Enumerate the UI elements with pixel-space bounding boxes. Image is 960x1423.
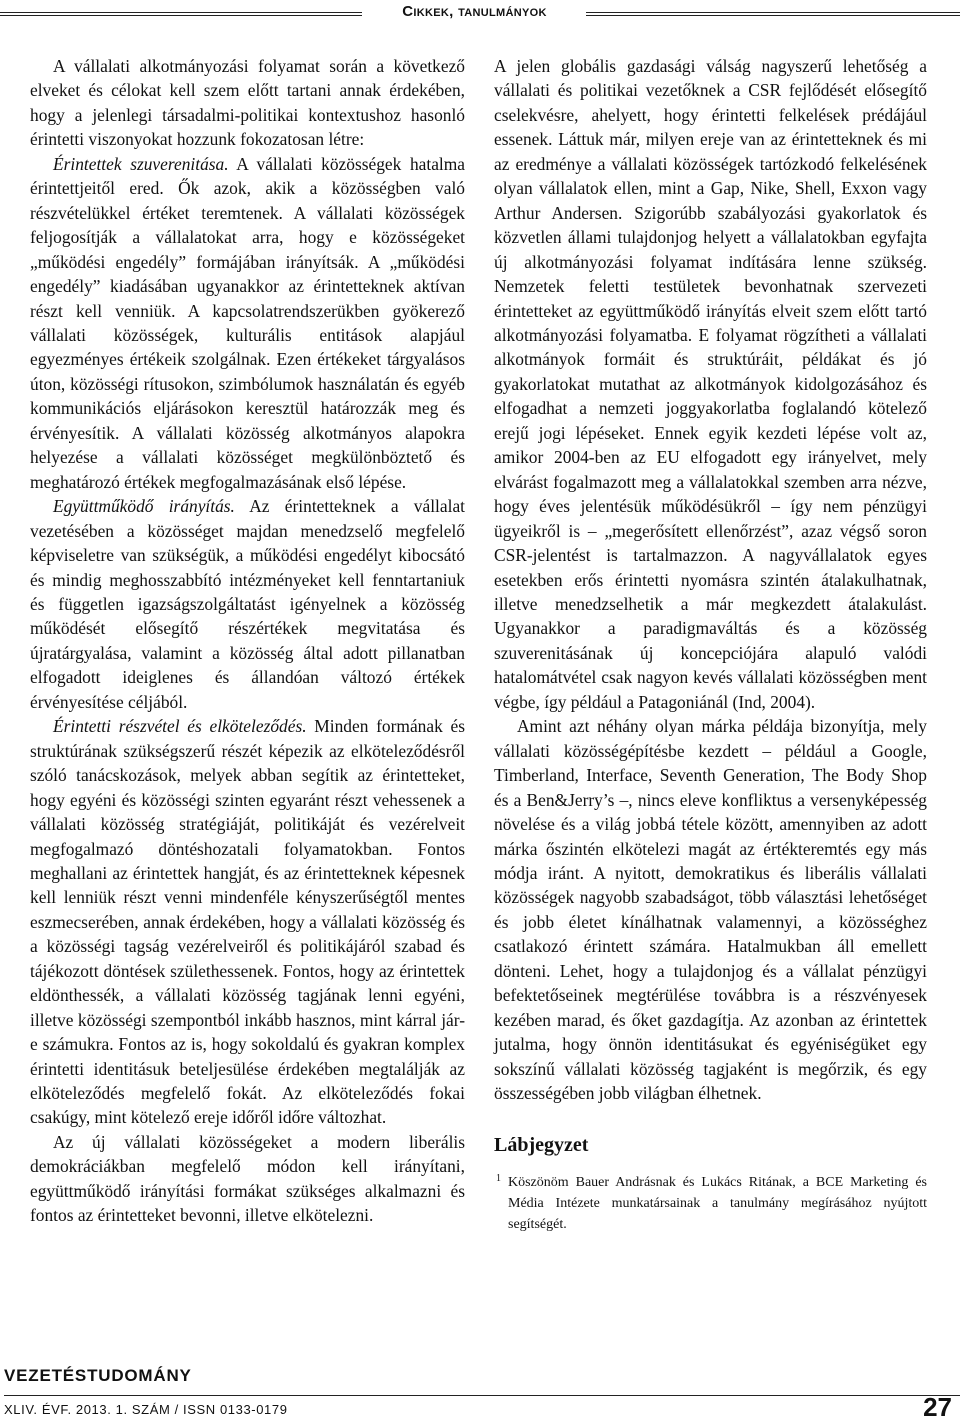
section-title: Cikkek, tanulmányok [402, 3, 547, 20]
left-column [30, 54, 465, 1228]
subheading-stakeholder-sovereignty: Érintettek szuverenitása. [53, 153, 229, 174]
journal-title: VEZETÉSTUDOMÁNY [4, 1366, 192, 1385]
paragraph-cooperative-governance [30, 494, 465, 714]
footer-rule [4, 1395, 960, 1396]
paragraph-global-crisis: A jelen globális gazdasági válság nagyszerű lehetőség a vállalati és politikai vezetőknek a CSR fejlődését elősegítő cselekvésre, ahelyett, hogy érintetti felkelések prédájául essenek. Láttuk már, milyen ereje van az érintetteknek és mi az eredménye a vállalati közösségek tartózkodó felkelésének olyan vállalatok ellen, mint a Gap, Nike, Shell, Exxon vagy Arthur Andersen. Szigorúbb szabályozási gyakorlatok és közvetlen állami tulajdonjog helyett a vállalatokban egyfajta új alkotmányozási folyamat indítására lenne szükség. Nemzetek feletti testületek bevonhatnak szervezeti érintetteket az együttműködő irányítás elveit szem előtt tartó alkotmányozási folyamatba. E folyamat rögzítheti a vállalati alkotmányok formáit és struktúráit, példákat és jó gyakorlatokat mutathat az alkotmányok kidolgozásához és elfogadhat a nemzeti joggyakorlatba foglalandó kötelező erejű jogi lépéseket. Ennek egyik kezdeti lépése volt az, amikor 2004-ben az EU elfogadott egy irányelvet, mely elvárást fogalmazott meg a vállalatokkal szemben arra nézve, hogy éves jelentésük működésükről – így nem pénzügyi ügyeikről is – „megerősített ellenőrzést”, azaz végső soron CSR-jelentést is tartalmazzon. A nagyvállalatok egyes esetekben erős érintetti nyomásra szintén átalakulhatnak, illetve menedzselhetik a már megkezdett átalakulást. Ugyanakkor a paradigmaváltás és a közösség szuverenitásának új koncepciójára alapuló valódi hatalomátvétel csak nagyon kevés vállalati közösségben ment végbe, így például a Patagoniánál (Ind, 2004). [494, 56, 927, 712]
footnote-heading: Lábjegyzet [494, 1134, 589, 1157]
footnote-number: 1 [496, 1172, 501, 1184]
paragraph-text: A vállalati közösségek hatalma érintettjeitől ered. Ők azok, akik a közösségben való részvételükkel értéket teremtenek. A vállalati közösségek feljogosítják a vállalatokat arra, hogy e közösségeket „működési engedély” formájában irányítsák. A „működési engedély” kiadásában ugyanakkor az érintetteknek aktívan részt kell venniük. A kapcsolatrendszerükben gyökerező vállalati közösségek, kulturális entitások alapjául egyezményes értékeik szolgálnak. Ezen értékeket tárgyalásos úton, közösségi rítusokon, szimbólumok használatán és egyéb kommunikációs eljárásokon keresztül határozzák meg és érvényesítik. A vállalati közösség alkotmányos alapokra helyezése a vállalati közösséget megkülönböztető és meghatározó értékek megfogalmazásának első lépése. [30, 153, 465, 492]
paragraph-brand-examples: Amint azt néhány olyan márka példája bizonyítja, mely vállalati közösségépítésbe kezdett – például a Google, Timberland, Interface, Seventh Generation, The Body Shop és a Ben&Jerry’s –, nincs eleve konfliktus a versenyképesség növelése és a világ jobbá tétele között, amennyiben az adott márka őszintén elkötelezi magát az értékteremtés egy más módja iránt. A nyitott, demokratikus és liberális vállalati közösségek nagyobb szabadságot, több választási lehetőséget és jobb életet kínálhatnak valamennyi, a közösséghez csatlakozó érintett számára. Hatalmukban áll emellett dönteni. Lehet, hogy a tulajdonjog és a vállalat pénzügyi befektetőseinek megtérülése továbbra is a részvényesek kezében marad, és őket gazdagítja. Az azonban az érintettek jutalma, hogy önnön identitásukat és egyéniségüket egy sokszínű vállalati közösség tagjaként is megőrzik, és egy összességében jobb világban élhetnek. [494, 716, 927, 1104]
footnote-text: Köszönöm Bauer Andrásnak és Lukács Ritának, a BCE Marketing és Média Intézete munkatársainak a tanulmány megírásához nyújtott segítségét. [508, 1174, 927, 1232]
footnote [494, 1172, 927, 1235]
issue-info: XLIV. ÉVF. 2013. 1. SZÁM / ISSN 0133-0179 [4, 1402, 288, 1417]
paragraph-intro: A vállalati alkotmányozási folyamat során a következő elveket és célokat kell szem előtt tartani annak érdekében, hogy a jelenlegi társadalmi-politikai kontextushoz hasonló érintetti viszonyokat hozzunk fokozatosan létre: [30, 56, 465, 150]
paragraph-stakeholder-engagement [30, 714, 465, 1130]
header-rule-right [586, 12, 960, 16]
paragraph-conclusion: Az új vállalati közösségeket a modern liberális demokráciákban megfelelő módon kell irányítani, együttműködő irányítási formákat szükséges alkalmazni és fontos az érintetteket bevonni, illetve elkötelezni. [30, 1131, 465, 1226]
right-column [494, 54, 927, 1235]
subheading-stakeholder-engagement: Érintetti részvétel és elköteleződés. [53, 716, 307, 737]
running-header [0, 0, 960, 32]
paragraph-stakeholder-sovereignty [30, 152, 465, 494]
header-rule-left [0, 12, 362, 16]
subheading-cooperative-governance: Együttműködő irányítás. [53, 496, 235, 517]
page-footer [0, 1362, 960, 1422]
paragraph-text: Az érintetteknek a vállalat vezetésében a közösséget majdan menedzselő megfelelő képviseletre van szükségük, a működési engedélyt kibocsátó és mindig meghosszabbító intézményeket kell fenntartaniuk és független igazságszolgáltatást igényelnek a közösség működését elősegítő részértékek megvitatása és újratárgyalása, valamint a közösség által adott pillanatban elfogadott ideiglenes és állandóan változó értékek érvényesítése céljából. [30, 496, 465, 712]
paragraph-text: Minden formának és struktúrának szükségszerű részét képezik az elköteleződésről szóló tanácskozások, melyek abban segítik az érintetteket, hogy egyéni és közösségi szinten egyaránt részt vehessenek a vállalati közösség stratégiáját, politikáját és vezérelveit megfogalmazó döntéshozatali folyamatokban. Fontos meghallani az érintettek hangját, és az érintetteknek képesnek kell lenniük részt venni mindenféle kényszerűségtől mentes eszmecserében, annak érdekében, hogy a vállalati közösség és a közösségi tagság vezérelveiről és politikájáról szabad és tájékozott döntések születhessenek. Fontos, hogy az érintettek eldönthessék, a vállalati közösség tagjának lenni egyéni, illetve közösségi szempontból inkább hasznos, mint kárral jár-e számukra. Fontos az is, hogy sokoldalú és gyakran komplex érintetti identitásuk beteljesülése érdekében megtalálják az elköteleződés megfelelő fokát. Az elköteleződés fokai csakúgy, mint kötelező ereje időről időre változhat. [30, 716, 465, 1128]
page-number: 27 [923, 1392, 952, 1422]
